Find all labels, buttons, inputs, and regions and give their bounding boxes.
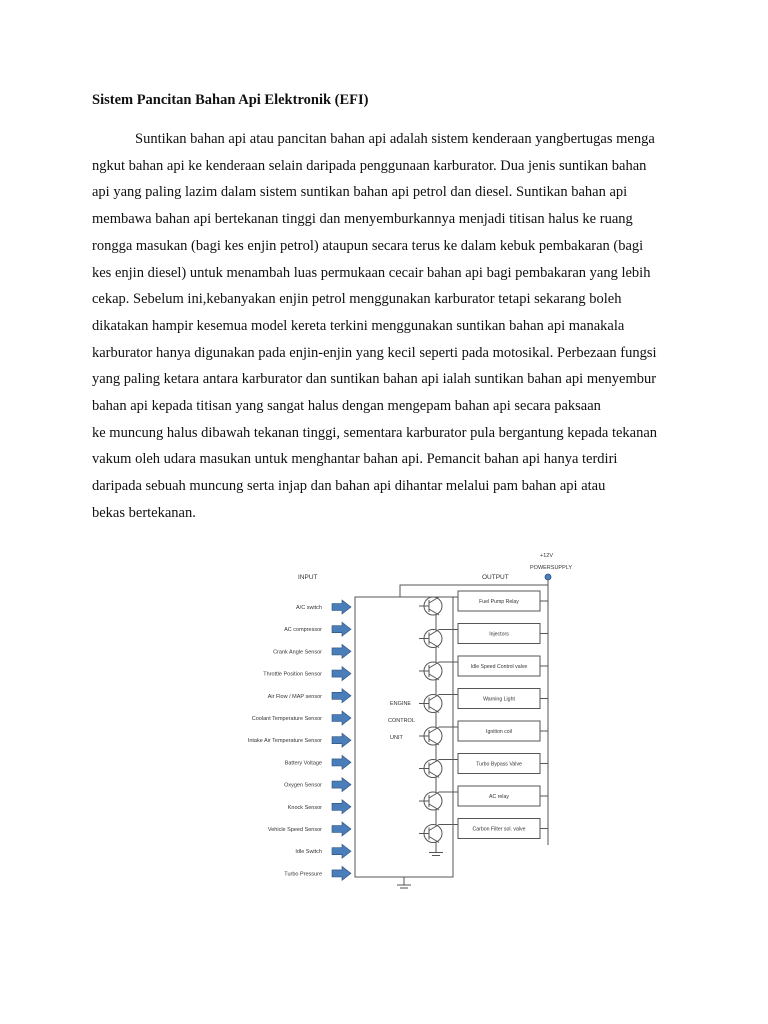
ecu-label-line: ENGINE	[390, 701, 412, 707]
ecu-label-line: UNIT	[390, 735, 403, 741]
input-label: Knock Sensor	[287, 804, 322, 811]
paragraph-line: bahan api kepada titisan yang sangat halus dengan mengepam bahan api secara paksaan	[92, 398, 601, 415]
input-arrow	[332, 733, 351, 747]
input-arrow	[332, 778, 351, 792]
paragraph-line: ngkut bahan api ke kenderaan selain daripada penggunaan karburator. Dua jenis suntikan bahan	[92, 157, 647, 174]
power-supply-terminal	[545, 574, 551, 580]
input-arrow	[332, 822, 351, 836]
output-header: OUTPUT	[482, 574, 509, 581]
paragraph-line: rongga masukan (bagi kes enjin petrol) ataupun secara terus ke dalam kebuk pembakaran (bagi	[92, 237, 644, 254]
output-label: Carbon Filter sol. valve	[472, 826, 526, 833]
paragraph-line: yang paling ketara antara karburator dan suntikan bahan api ialah suntikan bahan api menyembur	[92, 371, 657, 388]
efi-block-diagram	[220, 545, 600, 895]
ecu-label-line: CONTROL	[388, 718, 415, 724]
paragraph-line: ke muncung halus dibawah tekanan tinggi, sementara karburator pula bergantung kepada tekanan	[92, 424, 658, 441]
input-label: Battery Voltage	[284, 760, 322, 767]
paragraph-line: bekas bertekanan.	[92, 504, 196, 521]
input-arrow	[332, 622, 351, 636]
paragraph-line: dikatakan hampir kesemua model kereta terkini menggunakan suntikan bahan api manakala	[92, 317, 625, 334]
paragraph-line: cekap. Sebelum ini,kebanyakan enjin petrol menggunakan karburator tetapi sekarang boleh	[92, 291, 622, 308]
paragraph-line: Suntikan bahan api atau pancitan bahan api adalah sistem kenderaan yangbertugas menga	[135, 131, 655, 147]
input-label: Air Flow / MAP sensor	[267, 693, 322, 700]
input-arrow	[332, 644, 351, 658]
input-arrow	[332, 866, 351, 880]
output-label: Idle Speed Control valve	[470, 664, 528, 670]
input-arrow	[332, 844, 351, 858]
input-label: AC compressor	[284, 627, 322, 634]
input-label: Oxygen Sensor	[284, 782, 322, 789]
output-label: Injectors	[489, 631, 509, 638]
input-arrow	[332, 800, 351, 814]
efi-diagram-svg	[220, 545, 600, 895]
input-label: Crank Angle Sensor	[273, 649, 322, 656]
output-label: Fuel Pump Relay	[479, 599, 519, 605]
input-arrow	[332, 667, 351, 681]
input-arrow	[332, 600, 351, 614]
input-label: Throttle Position Sensor	[263, 671, 322, 678]
input-label: Vehicle Speed Sensor	[267, 827, 322, 833]
paragraph-line: api yang paling lazim dalam sistem suntikan bahan api petrol dan diesel. Suntikan bahan api	[92, 184, 628, 201]
body-paragraph	[92, 126, 692, 527]
input-label: Turbo Pressure	[284, 871, 322, 878]
input-arrow	[332, 689, 351, 703]
document-title: Sistem Pancitan Bahan Api Elektronik (EFI)	[92, 92, 369, 108]
input-label: Intake Air Temperature Sensor	[247, 738, 322, 745]
output-label: AC relay	[489, 794, 509, 800]
input-arrow	[332, 755, 351, 769]
input-label: A/C switch	[296, 605, 322, 611]
paragraph-line: daripada sebuah muncung serta injap dan bahan api dihantar melalui pam bahan api atau	[92, 478, 606, 495]
power-supply-voltage: +12V	[540, 553, 553, 559]
output-label: Turbo Bypass Valve	[476, 761, 522, 768]
paragraph-line: vakum oleh udara masukan untuk menghantar bahan api. Pemancit bahan api hanya terdiri	[92, 451, 618, 468]
paragraph-line: membawa bahan api bertekanan tinggi dan menyemburkannya menjadi titisan halus ke ruang	[92, 211, 633, 228]
paragraph-line: kes enjin diesel) untuk menambah luas permukaan cecair bahan api bagi pembakaran yang lebih	[92, 264, 651, 281]
power-supply-label: POWERSUPPLY	[530, 565, 573, 571]
input-label: Idle Switch	[295, 849, 322, 856]
paragraph-line: karburator hanya digunakan pada enjin-enjin yang kecil seperti pada motosikal. Perbezaan fungsi	[92, 344, 657, 361]
input-arrow	[332, 711, 351, 725]
input-label: Coolant Temperature Sensor	[251, 716, 322, 722]
output-label: Ignition coil	[486, 729, 512, 735]
input-header: INPUT	[298, 574, 318, 581]
output-label: Warning Light	[483, 696, 515, 703]
